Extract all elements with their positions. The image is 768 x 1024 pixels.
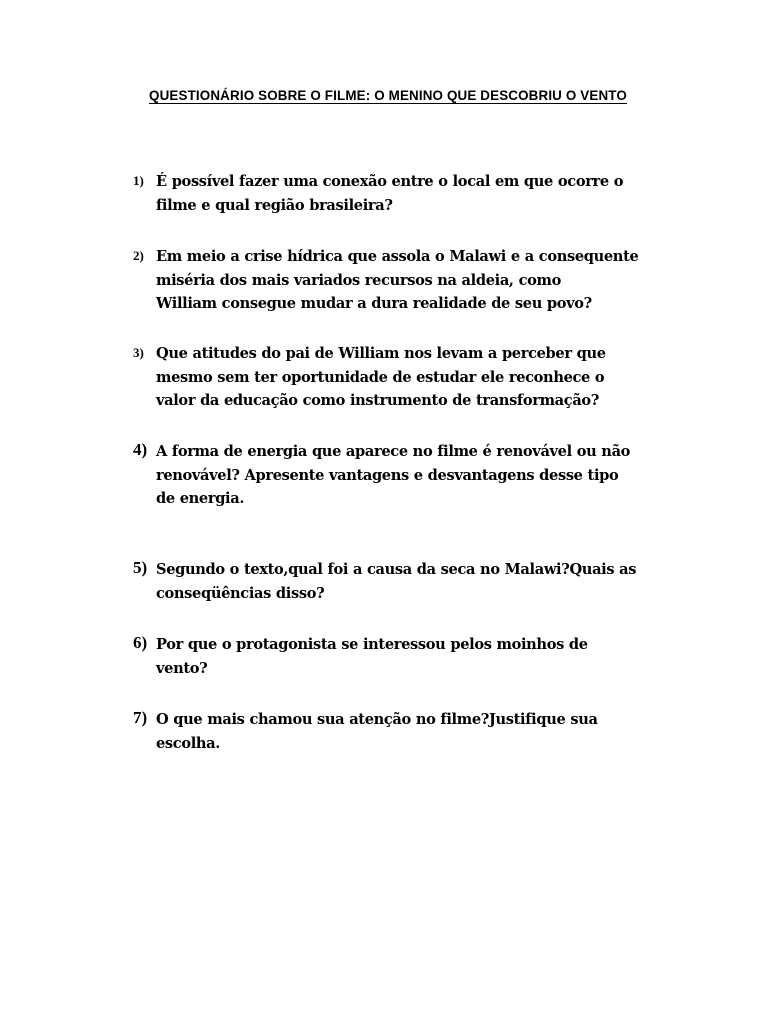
- question-line: filme e qual região brasileira?: [156, 196, 393, 214]
- question-number: 6): [133, 633, 148, 652]
- question-text: [156, 633, 666, 680]
- question-number: 1): [133, 173, 144, 188]
- question-text: [156, 170, 666, 217]
- question-line: vento?: [156, 659, 208, 677]
- question-line: escolha.: [156, 734, 221, 752]
- question-number: 2): [133, 248, 144, 263]
- question-text: [156, 245, 666, 316]
- question-line: O que mais chamou sua atenção no filme?Justifique sua: [156, 711, 598, 728]
- question-line: É possível fazer uma conexão entre o local em que ocorre o: [156, 173, 624, 190]
- question-line: Em meio a crise hídrica que assola o Malawi e a consequente: [156, 248, 639, 265]
- question-line: mesmo sem ter oportunidade de estudar ele reconhece o: [156, 368, 605, 386]
- question-text: [156, 558, 666, 605]
- question-line: renovável? Apresente vantagens e desvantagens desse tipo: [156, 466, 619, 484]
- question-text: [156, 708, 666, 755]
- question-line: valor da educação como instrumento de transformação?: [156, 392, 600, 409]
- question-number: 3): [133, 345, 144, 360]
- question-line: miséria dos mais variados recursos na aldeia, como: [156, 271, 561, 289]
- question-text: [156, 440, 666, 511]
- question-number: 5): [133, 558, 148, 577]
- question-line: Que atitudes do pai de William nos levam a perceber que: [156, 345, 606, 362]
- question-line: William consegue mudar a dura realidade de seu povo?: [156, 295, 592, 312]
- question-line: de energia.: [156, 490, 245, 507]
- question-number: 4): [133, 440, 148, 459]
- question-number: 7): [133, 708, 148, 727]
- question-line: Segundo o texto,qual foi a causa da seca no Malawi?Quais as: [156, 561, 637, 578]
- question-text: [156, 342, 666, 413]
- question-line: conseqüências disso?: [156, 584, 325, 602]
- document-title: QUESTIONÁRIO SOBRE O FILME: O MENINO QUE DESCOBRIU O VENTO: [149, 88, 627, 103]
- question-line: Por que o protagonista se interessou pelos moinhos de: [156, 636, 588, 653]
- question-line: A forma de energia que aparece no filme é renovável ou não: [156, 443, 631, 460]
